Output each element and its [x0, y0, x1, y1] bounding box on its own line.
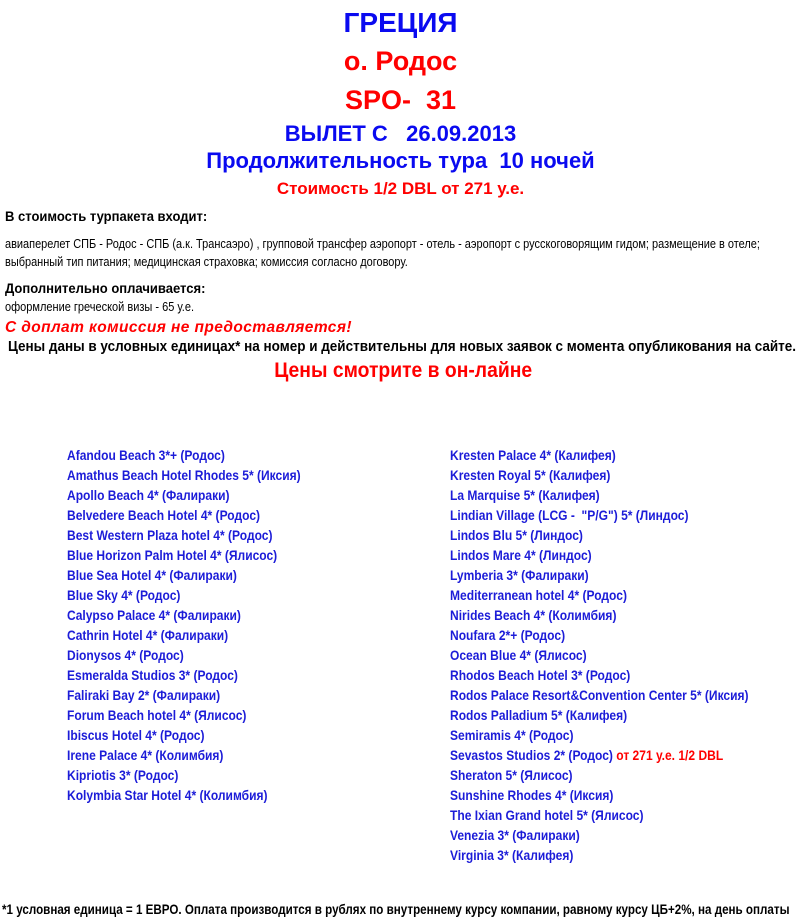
hotel-item [450, 565, 752, 585]
hotel-name: Semiramis 4* (Родос) [450, 727, 574, 743]
hotel-name: Kresten Palace 4* (Калифея) [450, 447, 616, 463]
hotel-item [67, 505, 396, 525]
hotel-column-left [67, 445, 450, 865]
hotel-name: Belvedere Beach Hotel 4* (Родос) [67, 507, 261, 523]
includes-heading-text: В стоимость турпакета входит: [5, 208, 208, 224]
hotel-item [450, 825, 752, 845]
hotel-name: Sheraton 5* (Ялисос) [450, 767, 573, 783]
tour-details-section [0, 208, 801, 384]
hotel-item [67, 565, 396, 585]
hotel-item [450, 505, 752, 525]
hotel-item [450, 685, 752, 705]
departure-date-line: ВЫЛЕТ С 26.09.2013 [284, 121, 517, 146]
title-spo-code: SPO- 31 [344, 85, 457, 115]
hotel-item [450, 645, 752, 665]
visa-fee-text: оформление греческой визы - 65 у.е. [5, 300, 195, 314]
hotel-item [67, 625, 396, 645]
hotel-item [67, 785, 396, 805]
hotel-item [67, 485, 396, 505]
hotel-name: Forum Beach hotel 4* (Ялисос) [67, 707, 247, 723]
hotel-item [67, 605, 396, 625]
online-prices-text: Цены смотрите в он-лайне [274, 359, 532, 382]
includes-text: авиаперелет СПБ - Родос - СПБ (а.к. Трансаэро) , групповой трансфер аэропорт - отель - аэропорт с русскоговорящим гидом; размещение в отеле; выбранный тип питания; медицинская страховка; комиссия согласно договору. [5, 237, 764, 269]
hotel-name: Rodos Palace Resort&Convention Center 5* (Иксия) [450, 687, 749, 703]
hotel-item [450, 485, 752, 505]
hotel-name: Noufara 2*+ (Родос) [450, 627, 566, 643]
hotel-item [67, 585, 396, 605]
hotel-name: Sunshine Rhodes 4* (Иксия) [450, 787, 614, 803]
hotel-name: Irene Palace 4* (Колимбия) [67, 747, 224, 763]
hotel-item [67, 665, 396, 685]
hotel-name: Calypso Palace 4* (Фалираки) [67, 607, 241, 623]
hotel-name: Sevastos Studios 2* (Родос) [450, 747, 613, 763]
price-terms-text: Цены даны в условных единицах* на номер и действительны для новых заявок с момента опубликования на сайте. [8, 339, 797, 355]
hotel-name: Blue Sky 4* (Родос) [67, 587, 181, 603]
hotel-item [450, 525, 752, 545]
currency-footnote: *1 условная единица = 1 ЕВРО. Оплата производится в рублях по внутреннему курсу компании, равному курсу ЦБ+2%, на день оплаты [2, 901, 790, 917]
page-footer [2, 901, 801, 919]
online-prices-note [5, 358, 801, 384]
hotel-name: Kipriotis 3* (Родос) [67, 767, 179, 783]
hotel-column-right [450, 445, 801, 865]
hotel-list-section [0, 445, 801, 865]
hotel-item [67, 445, 396, 465]
hotel-name: Amathus Beach Hotel Rhodes 5* (Иксия) [67, 467, 301, 483]
hotel-item [450, 625, 752, 645]
hotel-name: La Marquise 5* (Калифея) [450, 487, 600, 503]
hotel-name: Dionysos 4* (Родос) [67, 647, 184, 663]
hotel-price-note: от 271 у.е. 1/2 DBL [612, 747, 724, 763]
hotel-name: Cathrin Hotel 4* (Фалираки) [67, 627, 229, 643]
hotel-item [450, 725, 752, 745]
hotel-name: Lindos Blu 5* (Линдос) [450, 527, 583, 543]
hotel-name: Ibiscus Hotel 4* (Родос) [67, 727, 205, 743]
hotel-name: Best Western Plaza hotel 4* (Родос) [67, 527, 273, 543]
hotel-name: Esmeralda Studios 3* (Родос) [67, 667, 238, 683]
hotel-item [67, 465, 396, 485]
includes-heading [5, 208, 801, 225]
hotel-item [450, 845, 752, 865]
hotel-name: Rodos Palladium 5* (Калифея) [450, 707, 628, 723]
hotel-name: Apollo Beach 4* (Фалираки) [67, 487, 230, 503]
hotel-name: The Ixian Grand hotel 5* (Ялисос) [450, 807, 644, 823]
hotel-item [450, 445, 752, 465]
hotel-item [67, 685, 396, 705]
hotel-name: Blue Horizon Palm Hotel 4* (Ялисос) [67, 547, 278, 563]
hotel-item [450, 665, 752, 685]
hotel-item [67, 545, 396, 565]
hotel-item [450, 765, 752, 785]
hotel-item [450, 605, 752, 625]
hotel-item [67, 725, 396, 745]
hotel-name: Virginia 3* (Калифея) [450, 847, 574, 863]
hotel-item [450, 745, 752, 765]
hotel-item [67, 745, 396, 765]
title-island: о. Родос [343, 46, 458, 76]
title-country: ГРЕЦИЯ [343, 7, 458, 38]
hotel-name: Lindian Village (LCG - "P/G") 5* (Линдос) [450, 507, 689, 523]
hotel-item [450, 585, 752, 605]
hotel-name: Afandou Beach 3*+ (Родос) [67, 447, 225, 463]
hotel-name: Ocean Blue 4* (Ялисос) [450, 647, 587, 663]
hotel-name: Kresten Royal 5* (Калифея) [450, 467, 611, 483]
hotel-name: Venezia 3* (Фалираки) [450, 827, 580, 843]
hotel-name: Mediterranean hotel 4* (Родос) [450, 587, 627, 603]
hotel-name: Rhodos Beach Hotel 3* (Родос) [450, 667, 631, 683]
extra-payment-heading [5, 280, 801, 297]
hotel-item [67, 765, 396, 785]
commission-note: С доплат комиссия не предоставляется! [5, 319, 352, 336]
price-from-line: Стоимость 1/2 DBL от 271 у.е. [276, 179, 525, 198]
hotel-item [450, 705, 752, 725]
hotel-item [450, 785, 752, 805]
hotel-name: Lindos Mare 4* (Линдос) [450, 547, 592, 563]
hotel-item [450, 465, 752, 485]
document-header [0, 0, 801, 203]
hotel-item [67, 525, 396, 545]
hotel-item [67, 645, 396, 665]
hotel-name: Lymberia 3* (Фалираки) [450, 567, 589, 583]
extra-payment-heading-text: Дополнительно оплачивается: [5, 280, 206, 296]
hotel-item [450, 805, 752, 825]
visa-fee-line [5, 300, 801, 315]
hotel-name: Blue Sea Hotel 4* (Фалираки) [67, 567, 237, 583]
hotel-item [67, 705, 396, 725]
hotel-name: Faliraki Bay 2* (Фалираки) [67, 687, 221, 703]
hotel-name: Nirides Beach 4* (Колимбия) [450, 607, 617, 623]
tour-duration-line: Продолжительность тура 10 ночей [206, 148, 595, 173]
price-terms-line [5, 339, 801, 356]
hotel-item [450, 545, 752, 565]
hotel-name: Kolymbia Star Hotel 4* (Колимбия) [67, 787, 268, 803]
